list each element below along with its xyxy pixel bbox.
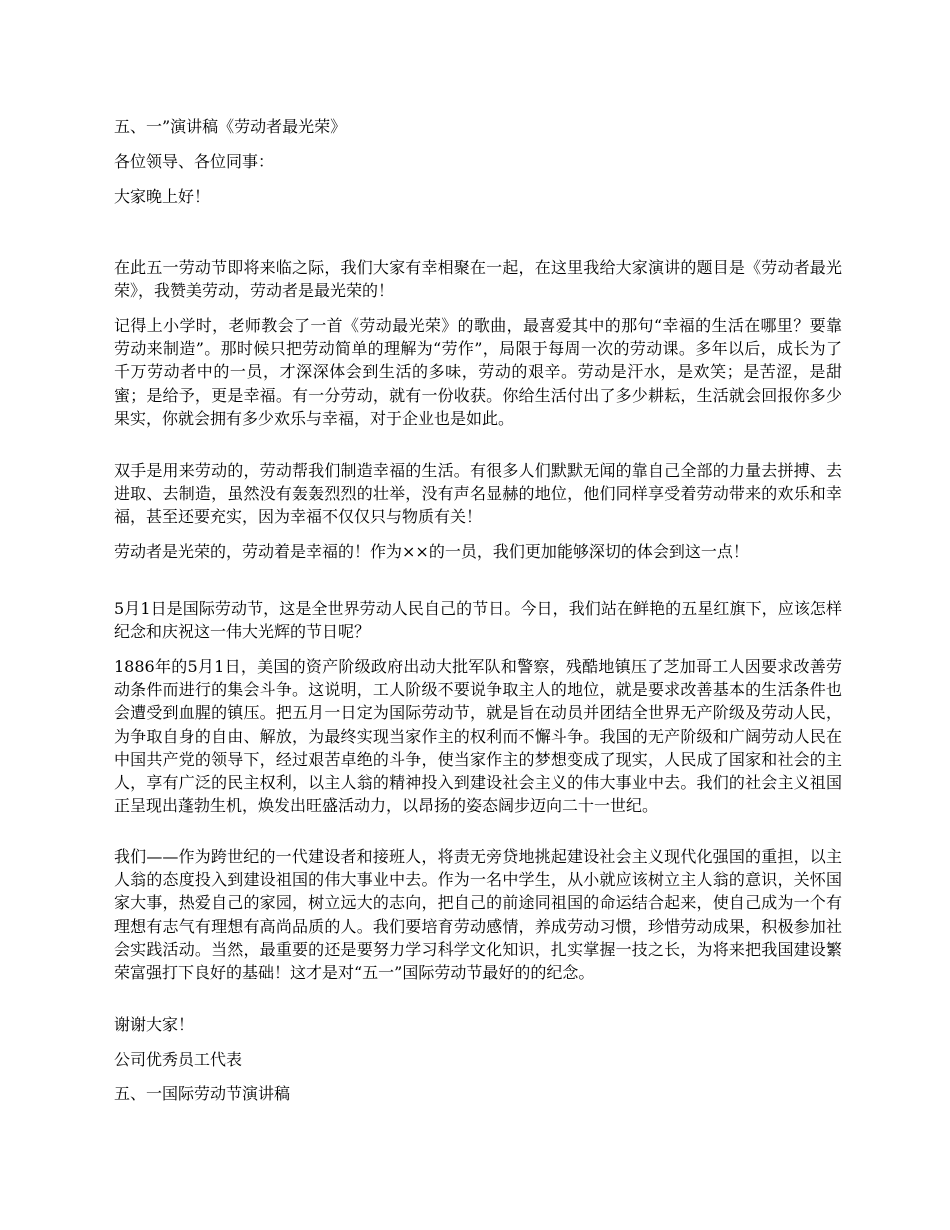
paragraph-history: 1886年的5月1日，美国的资产阶级政府出动大批军队和警察，残酷地镇压了芝加哥工人因要求改善劳动条件而进行的集会斗争。这说明，工人阶级不要说争取主人的地位，就是要求改善基本的生活条件也会遭受到血腥的镇压。把五月一日定为国际劳动节，就是旨在动员并团结全世界无产阶级及劳动人民，为争取自身的自由、解放，为最终实现当家作主的权利而不懈斗争。我国的无产阶级和广阔劳动人民在中国共产党的领导下，经过艰苦卓绝的斗争，使当家作主的梦想变成了现实，人民成了国家和社会的主人，享有广泛的民主权利，以主人翁的精神投入到建设社会主义的伟大事业中去。我们的社会主义祖国正呈现出蓬勃生机，焕发出旺盛活动力，以昂扬的姿态阔步迈向二十一世纪。 bbox=[114, 657, 842, 816]
closing-thanks: 谢谢大家！ bbox=[114, 1015, 195, 1034]
paragraph-generation: 我们——作为跨世纪的一代建设者和接班人，将责无旁贷地挑起建设社会主义现代化强国的重担，以主人翁的态度投入到建设祖国的伟大事业中去。作为一名中学生，从小就应该树立主人翁的意识，关怀国家大事，热爱自己的家园，树立远大的志向，把自己的前途同祖国的命运结合起来，使自己成为一个有理想有志气有理想有高尚品质的人。我们要培育劳动感情，养成劳动习惯，珍惜劳动成果，积极参加社会实践活动。当然，最重要的还是要努力学习科学文化知识，扎实掌握一技之长，为将来把我国建设繁荣富强打下良好的基础！这才是对“五一”国际劳动节最好的的纪念。 bbox=[114, 847, 842, 983]
paragraph-song-memory: 记得上小学时，老师教会了一首《劳动最光荣》的歌曲，最喜爱其中的那句“幸福的生活在哪里？要靠劳动来制造”。那时候只把劳动简单的理解为“劳作”，局限于每周一次的劳动课。多年以后，成长为了千万劳动者中的一员，才深深体会到生活的多味，劳动的艰辛。劳动是汗水，是欢笑；是苦涩，是甜蜜；是给予，更是幸福。有一分劳动，就有一份收获。你给生活付出了多少耕耘，生活就会回报你多少果实，你就会拥有多少欢乐与幸福，对于企业也是如此。 bbox=[114, 316, 842, 428]
paragraph-hands: 双手是用来劳动的，劳动帮我们制造幸福的生活。有很多人们默默无闻的靠自己全部的力量去拼搏、去进取、去制造，虽然没有轰轰烈烈的壮举，没有声名显赫的地位，他们同样享受着劳动带来的欢乐和幸福，甚至还要充实，因为幸福不仅仅只与物质有关！ bbox=[114, 461, 842, 527]
document-title: 五、一”演讲稿《劳动者最光荣》 bbox=[114, 117, 347, 136]
greeting: 大家晚上好！ bbox=[114, 187, 211, 206]
signature: 公司优秀员工代表 bbox=[114, 1050, 243, 1069]
paragraph-may-day: 5月1日是国际劳动节，这是全世界劳动人民自己的节日。今日，我们站在鲜艳的五星红旗下，应该怎样纪念和庆祝这一伟大光辉的节日呢？ bbox=[114, 599, 842, 642]
salutation: 各位领导、各位同事： bbox=[114, 152, 275, 171]
paragraph-honor: 劳动者是光荣的，劳动着是幸福的！作为××的一员，我们更加能够深切的体会到这一点！ bbox=[114, 542, 749, 561]
next-section-title: 五、一国际劳动节演讲稿 bbox=[114, 1084, 291, 1103]
paragraph-intro: 在此五一劳动节即将来临之际，我们大家有幸相聚在一起，在这里我给大家演讲的题目是《劳动者最光荣》，我赞美劳动，劳动者是最光荣的！ bbox=[114, 258, 842, 301]
